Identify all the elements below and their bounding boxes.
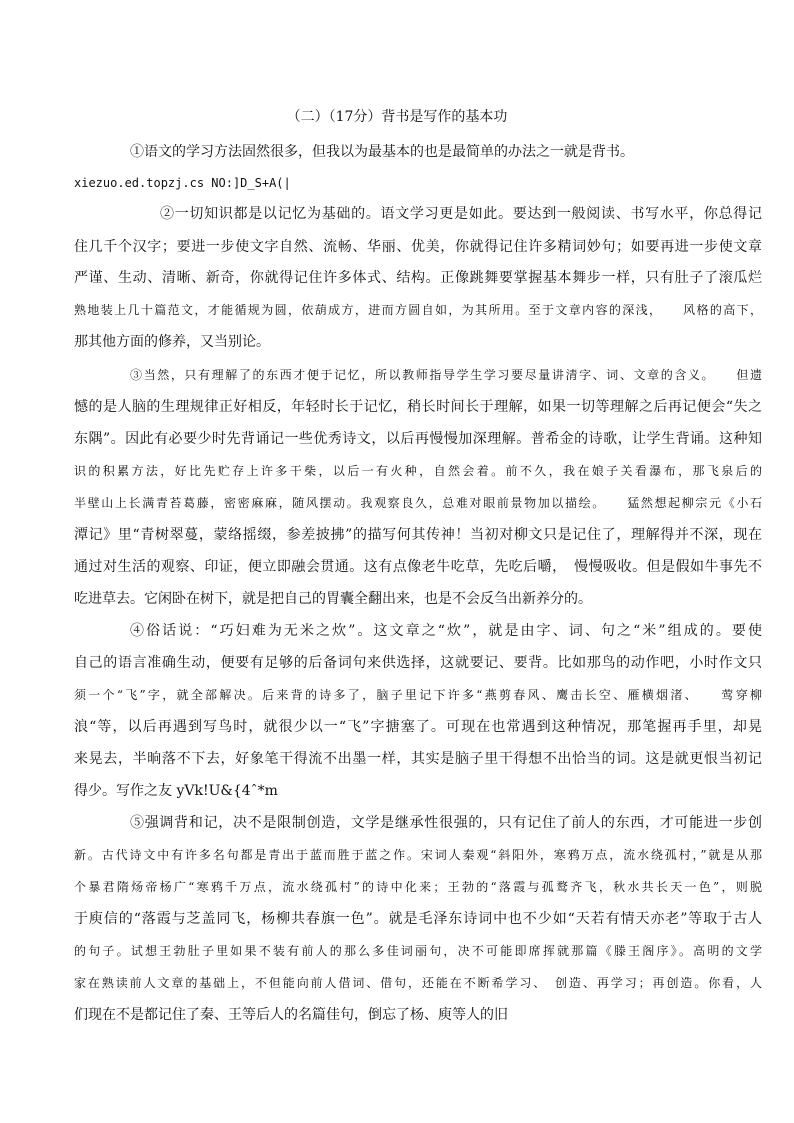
paragraph-3-line-1: ③当然，只有理解了的东西才便于记忆，所以教师指导学生学习要尽量讲清字、词、文章的含义。 但遗	[130, 368, 762, 382]
section-title: （二）（17分）背书是写作的基本功	[286, 109, 508, 125]
paragraph-2-line-2: 住几千个汉字；要进一步使文字自然、流畅、华丽、优美，你就得记住许多精词妙句；如要再进一步使文章	[74, 239, 762, 255]
watermark-code-1: xiezuo.ed.topzj.cs NO:]D_S+A(|	[74, 176, 291, 190]
paragraph-5-line-6: 家在熟读前人文章的基础上，不但能向前人借词、借句，还能在不断希学习、 创造、再学习；再创造。你看，人	[74, 976, 762, 990]
paragraph-4-line-3: 须一个“飞”字，就全部解决。后来背的诗多了，脑子里记下许多“燕剪春风、鹰击长空、雁横烟渚、 莺穿柳	[74, 688, 762, 702]
paragraph-2-line-3: 严谨、生动、清晰、新奇，你就得记住许多体式、结构。正像跳舞要掌握基本舞步一样，只有肚子了滚瓜烂	[74, 270, 762, 286]
paragraph-4-line-4: 浪“等，以后再遇到写鸟时，就很少以一“飞”字搪塞了。可现在也常遇到这种情况，那笔握再手里，却晃	[74, 719, 762, 735]
paragraph-3-line-4: 识的积累方法，好比先贮存上许多干柴，以后一有火种，自然会着。前不久，我在娘子关看瀑布，那飞泉后的	[74, 464, 762, 478]
paragraph-3-line-5: 半壁山上长满青苔葛藤，密密麻麻，随风摆动。我观察良久，总难对眼前景物加以描绘。 猛然想起柳宗元《小石	[74, 496, 762, 510]
paragraph-2-line-1: ②一切知识都是以记忆为基础的。语文学习更是如此。要达到一般阅读、书写水平，你总得记	[160, 206, 762, 222]
paragraph-1-line-1: ①语文的学习方法固然很多，但我以为最基本的也是最简单的办法之一就是背书。	[130, 144, 634, 160]
paragraph-4-line-5: 来晃去，半晌落不下去，好象笔干得流不出墨一样，其实是脑子里干得想不出恰当的词。这是就更恨当初记	[74, 751, 762, 767]
paragraph-5-line-2: 新。古代诗文中有许多名句都是青出于蓝而胜于蓝之作。宋词人秦观“斜阳外，寒鸦万点，流水绕孤村，”就是从那	[74, 848, 762, 862]
paragraph-4-line-2: 自己的语言准确生动，便要有足够的后备词句来供选择，这就要记、要背。比如那鸟的动作吧，小时作文只	[74, 655, 762, 671]
paragraph-3-line-3: 东隅”。因此有必要少时先背诵记一些优秀诗文，以后再慢慢加深理解。普希金的诗歌，让学生背诵。这种知	[74, 431, 762, 447]
paragraph-2-line-4: 熟地装上几十篇范文，才能循规为圆，依葫成方，进而方圆自如，为其所用。至于文章内容的深浅， 风格的高下，	[74, 303, 762, 317]
paragraph-4-line-6: 得少。写作之友 yVk!U&{4ˆ*m	[74, 783, 278, 799]
paragraph-5-line-1: ⑤强调背和记，决不是限制创造，文学是继承性很强的，只有记住了前人的东西，才可能进一步创	[130, 815, 762, 831]
paragraph-2-line-5: 那其他方面的修养，又当别论。	[74, 334, 270, 350]
paragraph-3-line-7: 通过对生活的观察、印证，便立即融会贯通。这有点像老牛吃草，先吃后嚼， 慢慢吸收。但是假如牛事先不	[74, 559, 762, 575]
paragraph-5-line-7: 们现在不是都记住了秦、王等后人的名篇佳句，倒忘了杨、庾等人的旧	[74, 1007, 508, 1023]
paragraph-5-line-3: 个暴君隋炀帝杨广“寒鸦千万点，流水绕孤村”的诗中化来；王勃的“落霞与孤鹜齐飞，秋水共长天一色”，则脱	[74, 880, 762, 894]
paragraph-4-line-1: ④俗话说：“巧妇难为无米之炊”。这文章之“炊”，就是由字、词、句之“米”组成的。要使	[130, 623, 762, 639]
paragraph-3-line-8: 吃进草去。它闲卧在树下，就是把自己的胃囊全翻出来，也是不会反刍出新养分的。	[74, 591, 592, 607]
paragraph-5-line-4: 于庾信的“落霞与芝盖同飞，杨柳共春旗一色”。就是毛泽东诗词中也不少如“天若有情天亦老”等取于古人	[74, 911, 762, 927]
paragraph-5-line-5: 的句子。试想王勃肚子里如果不装有前人的那么多佳词丽句，决不可能即席挥就那篇《滕王阁序》。高明的文学	[74, 944, 762, 958]
paragraph-3-line-2: 憾的是人脑的生理规律正好相反，年轻时长于记忆，稍长时间长于理解，如果一切等理解之后再记便会“失之	[74, 399, 762, 415]
paragraph-3-line-6: 潭记》里“青树翠蔓，蒙络摇缀，参差披拂”的描写何其传神！当初对柳文只是记住了，理解得并不深，现在	[74, 527, 762, 543]
